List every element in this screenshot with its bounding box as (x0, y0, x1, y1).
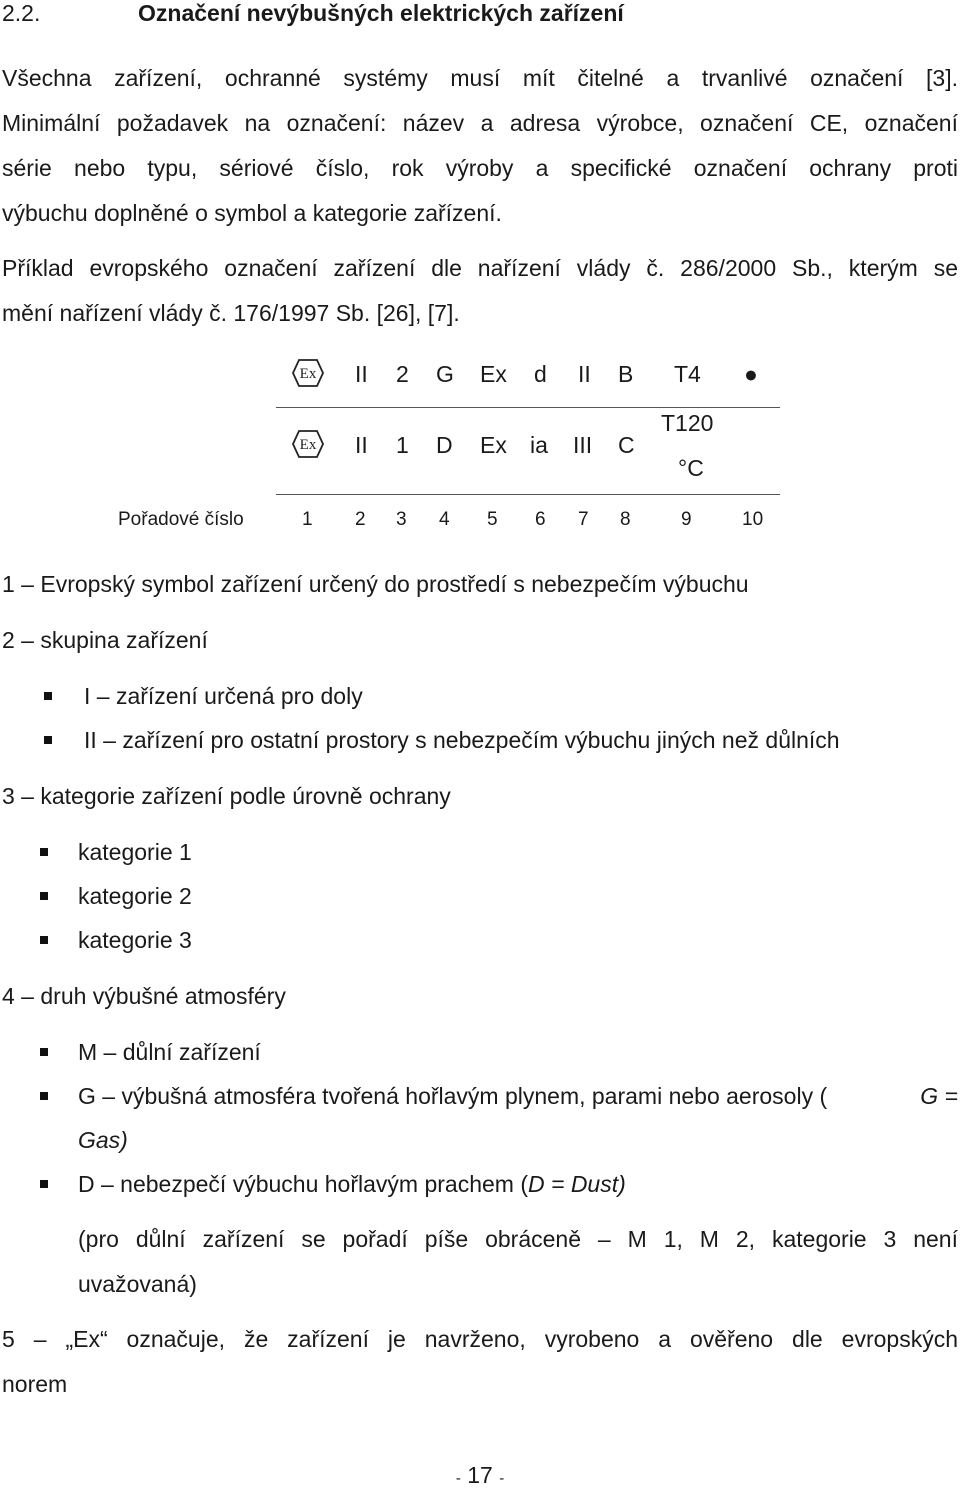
order-number: 3 (396, 509, 407, 530)
note-line: (pro důlní zařízení se pořadí píše obráceně – M 1, M 2, kategorie 3 není (78, 1226, 958, 1252)
footer-dash: - (499, 1470, 505, 1487)
explanation-3: 3 – kategorie zařízení podle úrovně ochrany (2, 783, 451, 809)
intro-line: série nebo typu, sériové číslo, rok výroby a specifické označení ochrany proti (2, 155, 958, 181)
row1-cell: T4 (674, 361, 701, 387)
row2-cell: Ex (480, 432, 507, 458)
order-number-label: Pořadové číslo (118, 509, 244, 530)
example-line: Příklad evropského označení zařízení dle nařízení vlády č. 286/2000 Sb., kterým se (2, 255, 958, 281)
list-item-text-italic: D = Dust) (528, 1171, 626, 1197)
list-item-text: G – výbušná atmosféra tvořená hořlavým plynem, parami nebo aerosoly ( (78, 1083, 828, 1109)
row1-cell: II (355, 361, 368, 387)
bullet-square-icon (44, 692, 52, 700)
row2-unit: °C (678, 455, 704, 481)
section-heading (2, 0, 624, 27)
row1-cell: Ex (480, 361, 507, 387)
page-number: 17 (467, 1462, 493, 1488)
example-paragraph (2, 246, 958, 336)
row1-cell: II (578, 361, 591, 387)
footer-dash: - (455, 1470, 461, 1487)
row2-cell: D (436, 432, 453, 458)
intro-paragraph (2, 56, 958, 236)
bullet-square-icon (40, 1048, 48, 1056)
section-number: 2.2. (2, 0, 41, 26)
list-item-text-italic: G = (920, 1083, 958, 1109)
page-footer (0, 1462, 960, 1489)
list-item: I – zařízení určená pro doly (84, 683, 363, 709)
intro-line: Minimální požadavek na označení: název a adresa výrobce, označení CE, označení (2, 110, 958, 136)
row2-cell: II (355, 432, 368, 458)
order-number: 10 (742, 509, 764, 530)
order-number: 4 (439, 509, 450, 530)
explanation-1: 1 – Evropský symbol zařízení určený do prostředí s nebezpečím výbuchu (2, 571, 749, 597)
bullet-square-icon (40, 848, 48, 856)
table-divider (276, 407, 780, 408)
explanation-4: 4 – druh výbušné atmosféry (2, 983, 286, 1009)
order-number: 6 (535, 509, 546, 530)
bullet-square-icon (40, 1092, 48, 1100)
row1-bullet: ● (744, 361, 758, 387)
list-item: M – důlní zařízení (78, 1039, 261, 1065)
row2-cell: ia (530, 432, 548, 458)
row1-cell: B (618, 361, 634, 387)
row2-temperature: T120 (661, 410, 714, 436)
list-item: kategorie 1 (78, 839, 192, 865)
list-item: II – zařízení pro ostatní prostory s nebezpečím výbuchu jiných než důlních (84, 727, 840, 753)
bullet-square-icon (40, 1180, 48, 1188)
list-item (78, 1083, 958, 1110)
ex-hexagon-icon (291, 429, 325, 459)
example-line: mění nařízení vlády č. 176/1997 Sb. [26], [7]. (2, 300, 460, 326)
row1-cell: 2 (396, 361, 409, 387)
row2-cell: C (618, 432, 635, 458)
svg-text:Ex: Ex (299, 437, 317, 453)
list-item (78, 1171, 626, 1198)
table-divider (276, 494, 780, 495)
order-number: 9 (681, 509, 692, 530)
explanation-2: 2 – skupina zařízení (2, 627, 208, 653)
ex-hexagon-icon (291, 358, 325, 388)
list-item-text: D – nebezpečí výbuchu hořlavým prachem ( (78, 1171, 528, 1197)
row1-cell: G (436, 361, 454, 387)
order-number: 8 (620, 509, 631, 530)
row1-cell: d (534, 361, 547, 387)
intro-line: výbuchu doplněné o symbol a kategorie zařízení. (2, 200, 502, 226)
note-paragraph (78, 1217, 958, 1307)
row2-cell: III (573, 432, 593, 458)
order-number: 2 (355, 509, 366, 530)
row2-cell: 1 (396, 432, 409, 458)
svg-text:Ex: Ex (299, 366, 317, 382)
explanation-5-line: norem (2, 1371, 68, 1397)
order-number: 1 (302, 509, 313, 530)
bullet-square-icon (44, 736, 52, 744)
intro-line: Všechna zařízení, ochranné systémy musí mít čitelné a trvanlivé označení [3]. (2, 65, 958, 91)
order-number: 7 (578, 509, 589, 530)
list-item: kategorie 3 (78, 927, 192, 953)
note-line: uvažovaná) (78, 1271, 197, 1297)
section-title: Označení nevýbušných elektrických zařízení (138, 0, 624, 26)
list-item-continuation: Gas) (78, 1127, 128, 1153)
list-item: kategorie 2 (78, 883, 192, 909)
explanation-5-line: 5 – „Ex“ označuje, že zařízení je navrženo, vyrobeno a ověřeno dle evropských (2, 1326, 958, 1352)
bullet-square-icon (40, 892, 48, 900)
bullet-square-icon (40, 936, 48, 944)
order-number: 5 (487, 509, 498, 530)
explanation-5 (2, 1317, 958, 1407)
